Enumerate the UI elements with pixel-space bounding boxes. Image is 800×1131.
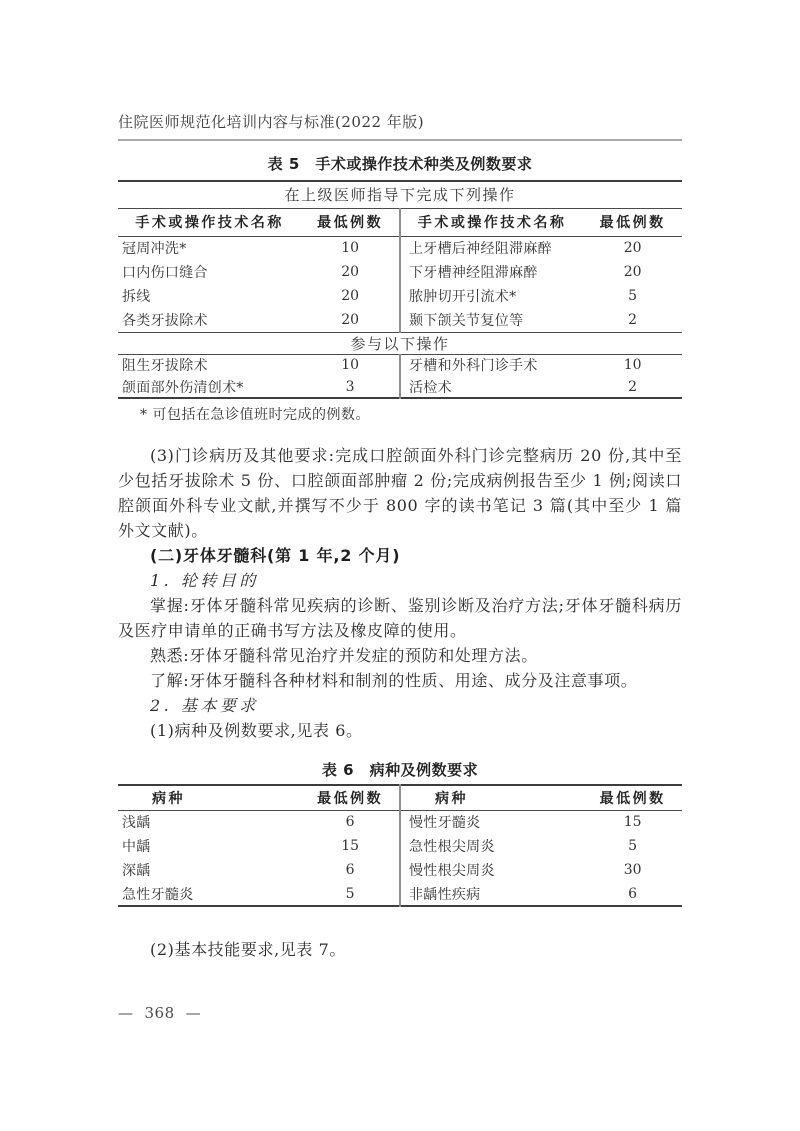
table5-section2-header-row	[118, 332, 682, 354]
paragraph-see-table6: (1)病种及例数要求,见表 6。	[150, 721, 363, 740]
table6-column-header-row	[118, 785, 682, 810]
cell-min-count: 6	[345, 814, 355, 831]
cell-min-count: 30	[623, 862, 642, 878]
page-number: 368	[144, 1004, 175, 1022]
table6-caption: 表 6 病种及例数要求	[321, 761, 479, 779]
cell-disease: 深龋	[122, 863, 151, 879]
cell-min-count: 5	[628, 838, 638, 854]
table-row	[118, 308, 682, 332]
col-header-count: 最低例数	[301, 208, 400, 236]
table-row	[118, 260, 682, 284]
cell-procedure: 阻生牙拔除术	[122, 358, 208, 375]
paragraph-outpatient-records: (3)门诊病历及其他要求:完成口腔颌面外科门诊完整病历 20 份,其中至少包括牙拔除术 5 份、口腔颌面部肿瘤 2 份;完成病例报告至少 1 例;阅读口腔颌面外科专业文献,并撰写不少于 800 字的读书笔记 3 篇(其中至少 1 篇外文文献)。	[118, 446, 682, 540]
cell-procedure: 活检术	[400, 376, 583, 398]
table5-footnote: * 可包括在急诊值班时完成的例数。	[140, 407, 370, 423]
paragraph-master: 掌握:牙体牙髓科常见疾病的诊断、鉴别诊断及治疗方法;牙体牙髓科病历及医疗申请单的正确书写方法及橡皮障的使用。	[118, 596, 682, 640]
cell-disease: 慢性根尖周炎	[400, 858, 583, 882]
cell-min-count: 2	[628, 311, 638, 328]
col-header-count: 最低例数	[301, 785, 400, 810]
cell-disease: 急性牙髓炎	[122, 886, 194, 903]
subheading-rotation-purpose: 1. 轮转目的	[150, 571, 259, 590]
col-header-disease: 病种	[400, 785, 583, 810]
page-number-footer	[118, 1004, 682, 1022]
col-header-count: 最低例数	[583, 208, 682, 236]
table-row	[118, 858, 682, 882]
cell-min-count: 6	[345, 862, 355, 878]
table5-caption: 表 5 手术或操作技术种类及例数要求	[267, 155, 533, 173]
header-rule	[118, 139, 682, 141]
cell-min-count: 20	[341, 288, 360, 304]
cell-procedure: 颞下颌关节复位等	[400, 308, 583, 332]
footer-dash-right: —	[185, 1004, 202, 1022]
cell-procedure: 上牙槽后神经阻滞麻醉	[400, 236, 583, 260]
table-row	[118, 236, 682, 260]
cell-min-count: 20	[341, 311, 360, 328]
col-header-name: 手术或操作技术名称	[118, 208, 301, 236]
cell-procedure: 口内伤口缝合	[122, 265, 208, 281]
col-header-disease: 病种	[118, 785, 301, 810]
table-row	[118, 834, 682, 858]
paragraph-understand: 了解:牙体牙髓科各种材料和制剂的性质、用途、成分及注意事项。	[150, 671, 638, 690]
subheading-basic-requirements: 2. 基本要求	[150, 696, 259, 715]
cell-min-count: 5	[345, 885, 355, 902]
cell-procedure: 牙槽和外科门诊手术	[400, 354, 583, 376]
table5	[118, 180, 682, 399]
col-header-name: 手术或操作技术名称	[400, 208, 583, 236]
cell-disease: 慢性牙髓炎	[400, 810, 583, 834]
cell-procedure: 下牙槽神经阻滞麻醉	[400, 260, 583, 284]
table5-section1-title: 在上级医师指导下完成下列操作	[118, 181, 682, 208]
cell-procedure: 冠周冲洗*	[122, 241, 187, 258]
cell-min-count: 3	[345, 378, 355, 395]
cell-min-count: 6	[628, 885, 638, 902]
cell-min-count: 20	[341, 264, 360, 280]
table-row	[118, 284, 682, 308]
col-header-count: 最低例数	[583, 785, 682, 810]
cell-min-count: 15	[341, 838, 360, 854]
cell-procedure: 拆线	[122, 289, 151, 305]
table5-column-header-row	[118, 208, 682, 236]
cell-disease: 急性根尖周炎	[400, 834, 583, 858]
table-row	[118, 354, 682, 376]
section-heading-endodontics: (二)牙体牙髓科(第 1 年,2 个月)	[150, 546, 401, 565]
running-header: 住院医师规范化培训内容与标准(2022 年版)	[118, 113, 425, 131]
cell-procedure: 各类牙拔除术	[122, 312, 208, 329]
cell-min-count: 20	[623, 264, 642, 280]
cell-min-count: 2	[628, 378, 638, 395]
cell-disease: 中龋	[122, 839, 151, 855]
cell-procedure: 颌面部外伤清创术*	[122, 379, 244, 396]
table-row	[118, 376, 682, 398]
page-content	[118, 0, 682, 1022]
cell-min-count: 15	[623, 814, 642, 831]
footer-dash-left: —	[118, 1004, 134, 1022]
table-row	[118, 810, 682, 834]
cell-min-count: 5	[628, 288, 638, 304]
paragraph-familiar: 熟悉:牙体牙髓科常见治疗并发症的预防和处理方法。	[150, 646, 538, 665]
cell-disease: 非龋性疾病	[400, 882, 583, 906]
table5-section2-title: 参与以下操作	[118, 332, 682, 354]
table5-section1-header-row	[118, 181, 682, 208]
paragraph-see-table7: (2)基本技能要求,见表 7。	[150, 940, 347, 959]
table6	[118, 784, 682, 907]
cell-min-count: 10	[623, 357, 642, 374]
cell-min-count: 10	[341, 357, 360, 374]
table-row	[118, 882, 682, 906]
cell-min-count: 20	[623, 240, 642, 257]
cell-disease: 浅龋	[122, 815, 151, 832]
cell-procedure: 脓肿切开引流术*	[400, 284, 583, 308]
cell-min-count: 10	[341, 240, 360, 257]
